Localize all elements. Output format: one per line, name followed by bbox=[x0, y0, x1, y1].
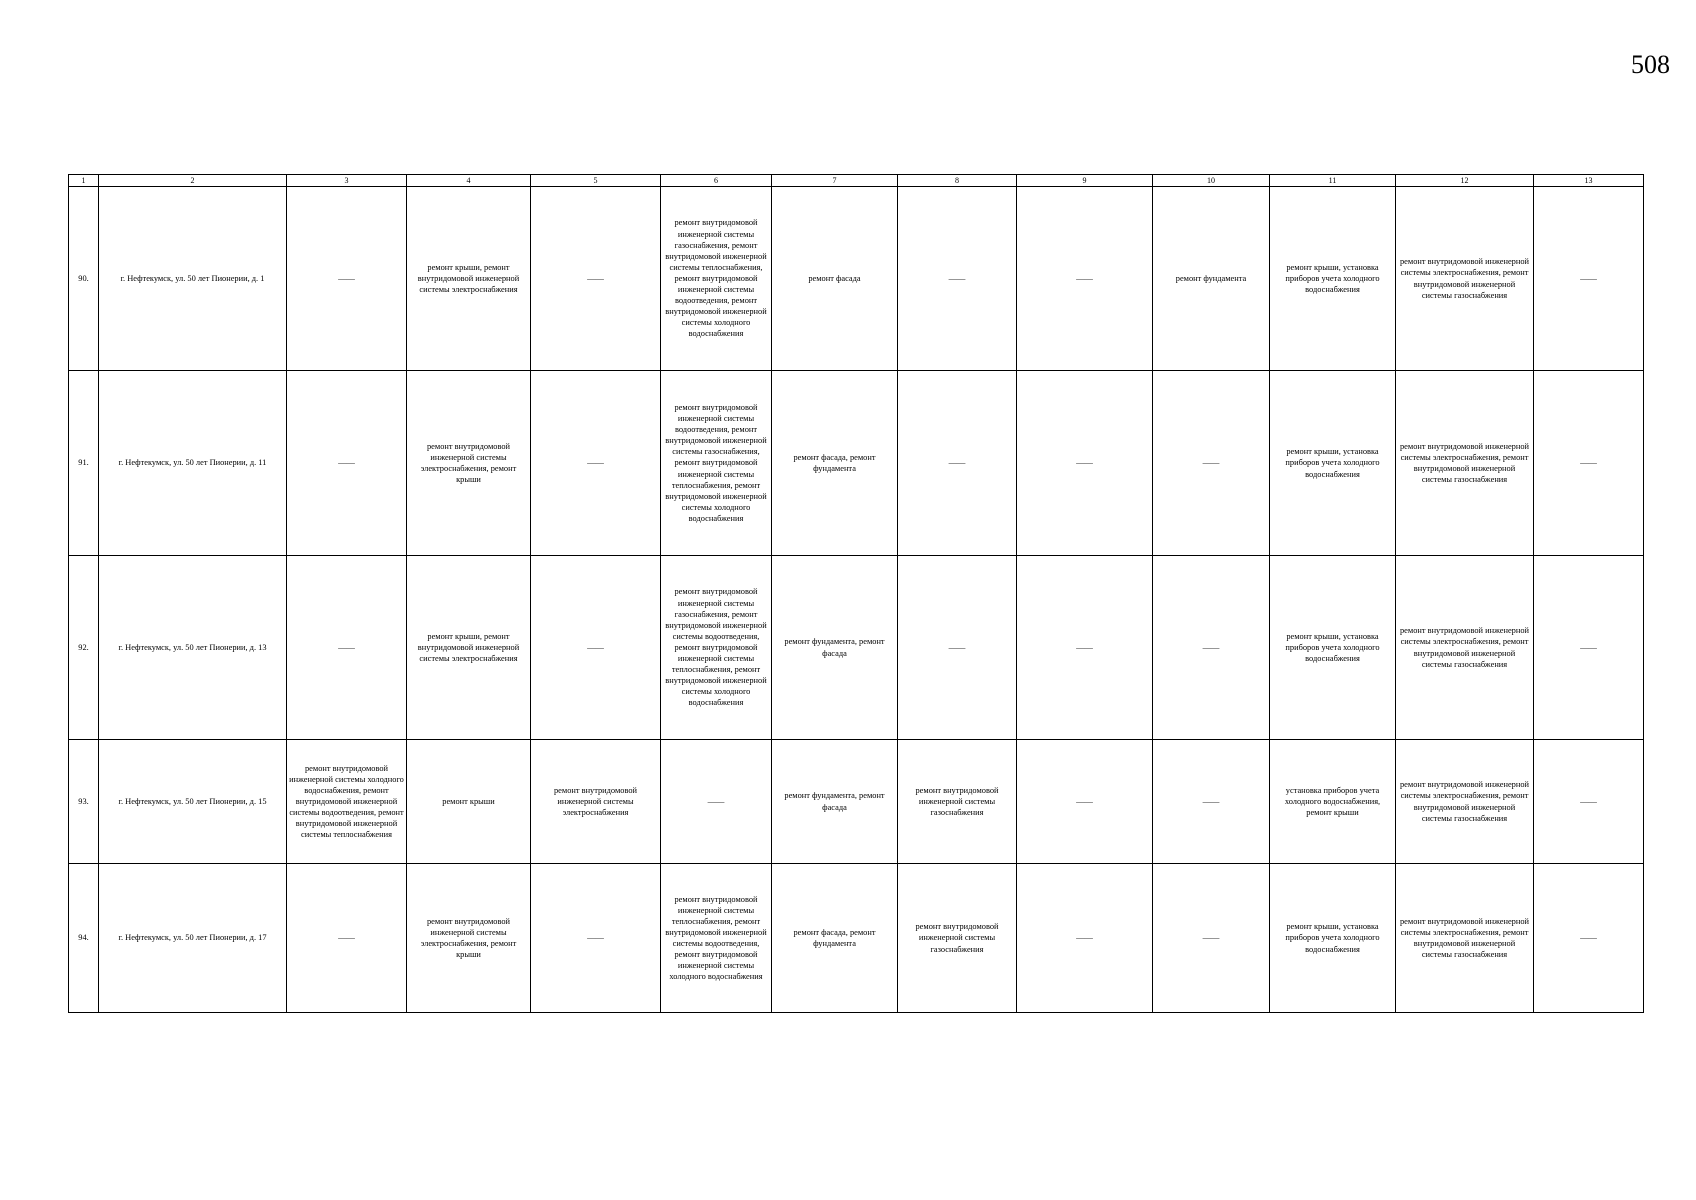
table-cell: —— bbox=[1017, 556, 1153, 740]
table-cell: —— bbox=[1534, 187, 1644, 371]
table-cell: ремонт внутридомовой инженерной системы теплоснабжения, ремонт внутридомовой инженерной системы водоотведения, ремонт внутридомовой инженерной системы холодного водоснабжения bbox=[661, 864, 772, 1013]
table-cell: ремонт крыши, установка приборов учета холодного водоснабжения bbox=[1270, 556, 1396, 740]
table-cell: ремонт внутридомовой инженерной системы электроснабжения, ремонт крыши bbox=[407, 864, 531, 1013]
table-cell: ремонт крыши, ремонт внутридомовой инженерной системы электроснабжения bbox=[407, 556, 531, 740]
table-cell: ремонт внутридомовой инженерной системы газоснабжения bbox=[898, 740, 1017, 864]
column-header: 13 bbox=[1534, 175, 1644, 187]
column-header: 9 bbox=[1017, 175, 1153, 187]
row-number: 93. bbox=[69, 740, 99, 864]
table-cell: —— bbox=[1534, 556, 1644, 740]
table-cell: ремонт крыши, установка приборов учета холодного водоснабжения bbox=[1270, 371, 1396, 556]
table-cell: —— bbox=[898, 371, 1017, 556]
table-cell: —— bbox=[1153, 740, 1270, 864]
table-cell: ремонт внутридомовой инженерной системы газоснабжения bbox=[898, 864, 1017, 1013]
address-cell: г. Нефтекумск, ул. 50 лет Пионерии, д. 1 bbox=[99, 187, 287, 371]
table-cell: —— bbox=[898, 556, 1017, 740]
table-row bbox=[69, 864, 1644, 1013]
table-cell: —— bbox=[1534, 371, 1644, 556]
table-cell: —— bbox=[287, 864, 407, 1013]
table-cell: —— bbox=[531, 187, 661, 371]
table-cell: —— bbox=[287, 187, 407, 371]
table-cell: ремонт внутридомовой инженерной системы электроснабжения, ремонт внутридомовой инженерной системы газоснабжения bbox=[1396, 864, 1534, 1013]
table-row bbox=[69, 740, 1644, 864]
table-cell: ремонт внутридомовой инженерной системы электроснабжения, ремонт внутридомовой инженерной системы газоснабжения bbox=[1396, 371, 1534, 556]
table-cell: ремонт внутридомовой инженерной системы холодного водоснабжения, ремонт внутридомовой инженерной системы водоотведения, ремонт внутридомовой инженерной системы теплоснабжения bbox=[287, 740, 407, 864]
table-cell: —— bbox=[1017, 371, 1153, 556]
table-cell: —— bbox=[898, 187, 1017, 371]
repair-schedule-table bbox=[68, 174, 1644, 1013]
table-cell: ремонт фасада bbox=[772, 187, 898, 371]
column-header: 10 bbox=[1153, 175, 1270, 187]
column-header: 4 bbox=[407, 175, 531, 187]
address-cell: г. Нефтекумск, ул. 50 лет Пионерии, д. 11 bbox=[99, 371, 287, 556]
table-cell: —— bbox=[1017, 740, 1153, 864]
row-number: 92. bbox=[69, 556, 99, 740]
table-cell: —— bbox=[1153, 371, 1270, 556]
table-cell: —— bbox=[287, 556, 407, 740]
table-cell: —— bbox=[531, 371, 661, 556]
table-cell: —— bbox=[531, 556, 661, 740]
table-cell: —— bbox=[1153, 864, 1270, 1013]
row-number: 90. bbox=[69, 187, 99, 371]
table-cell: —— bbox=[1017, 187, 1153, 371]
table-cell: ремонт внутридомовой инженерной системы электроснабжения, ремонт внутридомовой инженерной системы газоснабжения bbox=[1396, 187, 1534, 371]
table-cell: ремонт внутридомовой инженерной системы газоснабжения, ремонт внутридомовой инженерной системы теплоснабжения, ремонт внутридомовой инженерной системы водоотведения, ремонт внутридомовой инженерной системы холодного водоснабжения bbox=[661, 187, 772, 371]
table-cell: ремонт фундамента bbox=[1153, 187, 1270, 371]
table-cell: —— bbox=[287, 371, 407, 556]
table-cell: ремонт крыши, установка приборов учета холодного водоснабжения bbox=[1270, 864, 1396, 1013]
row-number: 91. bbox=[69, 371, 99, 556]
table-cell: ремонт внутридомовой инженерной системы газоснабжения, ремонт внутридомовой инженерной системы водоотведения, ремонт внутридомовой инженерной системы теплоснабжения, ремонт внутридомовой инженерной системы холодного водоснабжения bbox=[661, 556, 772, 740]
table-row bbox=[69, 371, 1644, 556]
table-cell: —— bbox=[1534, 864, 1644, 1013]
table-cell: установка приборов учета холодного водоснабжения, ремонт крыши bbox=[1270, 740, 1396, 864]
table-cell: —— bbox=[1153, 556, 1270, 740]
column-header: 2 bbox=[99, 175, 287, 187]
table-cell: ремонт фасада, ремонт фундамента bbox=[772, 371, 898, 556]
table-header-row bbox=[69, 175, 1644, 187]
table-cell: ремонт крыши, установка приборов учета холодного водоснабжения bbox=[1270, 187, 1396, 371]
table-cell: ремонт внутридомовой инженерной системы водоотведения, ремонт внутридомовой инженерной системы газоснабжения, ремонт внутридомовой инженерной системы теплоснабжения, ремонт внутридомовой инженерной системы холодного водоснабжения bbox=[661, 371, 772, 556]
table-cell: —— bbox=[1534, 740, 1644, 864]
address-cell: г. Нефтекумск, ул. 50 лет Пионерии, д. 17 bbox=[99, 864, 287, 1013]
table-cell: —— bbox=[661, 740, 772, 864]
table-cell: ремонт фасада, ремонт фундамента bbox=[772, 864, 898, 1013]
column-header: 12 bbox=[1396, 175, 1534, 187]
column-header: 7 bbox=[772, 175, 898, 187]
column-header: 11 bbox=[1270, 175, 1396, 187]
column-header: 1 bbox=[69, 175, 99, 187]
table-cell: ремонт внутридомовой инженерной системы электроснабжения, ремонт внутридомовой инженерной системы газоснабжения bbox=[1396, 556, 1534, 740]
table-cell: ремонт фундамента, ремонт фасада bbox=[772, 740, 898, 864]
column-header: 5 bbox=[531, 175, 661, 187]
table-cell: ремонт внутридомовой инженерной системы электроснабжения, ремонт крыши bbox=[407, 371, 531, 556]
address-cell: г. Нефтекумск, ул. 50 лет Пионерии, д. 13 bbox=[99, 556, 287, 740]
address-cell: г. Нефтекумск, ул. 50 лет Пионерии, д. 15 bbox=[99, 740, 287, 864]
table-cell: ремонт внутридомовой инженерной системы электроснабжения bbox=[531, 740, 661, 864]
table-cell: ремонт крыши bbox=[407, 740, 531, 864]
table-cell: ремонт внутридомовой инженерной системы электроснабжения, ремонт внутридомовой инженерной системы газоснабжения bbox=[1396, 740, 1534, 864]
column-header: 6 bbox=[661, 175, 772, 187]
table-row bbox=[69, 187, 1644, 371]
page-number: 508 bbox=[1631, 50, 1670, 79]
table-cell: ремонт крыши, ремонт внутридомовой инженерной системы электроснабжения bbox=[407, 187, 531, 371]
table-row bbox=[69, 556, 1644, 740]
column-header: 3 bbox=[287, 175, 407, 187]
row-number: 94. bbox=[69, 864, 99, 1013]
table-cell: ремонт фундамента, ремонт фасада bbox=[772, 556, 898, 740]
column-header: 8 bbox=[898, 175, 1017, 187]
table-cell: —— bbox=[1017, 864, 1153, 1013]
table-cell: —— bbox=[531, 864, 661, 1013]
